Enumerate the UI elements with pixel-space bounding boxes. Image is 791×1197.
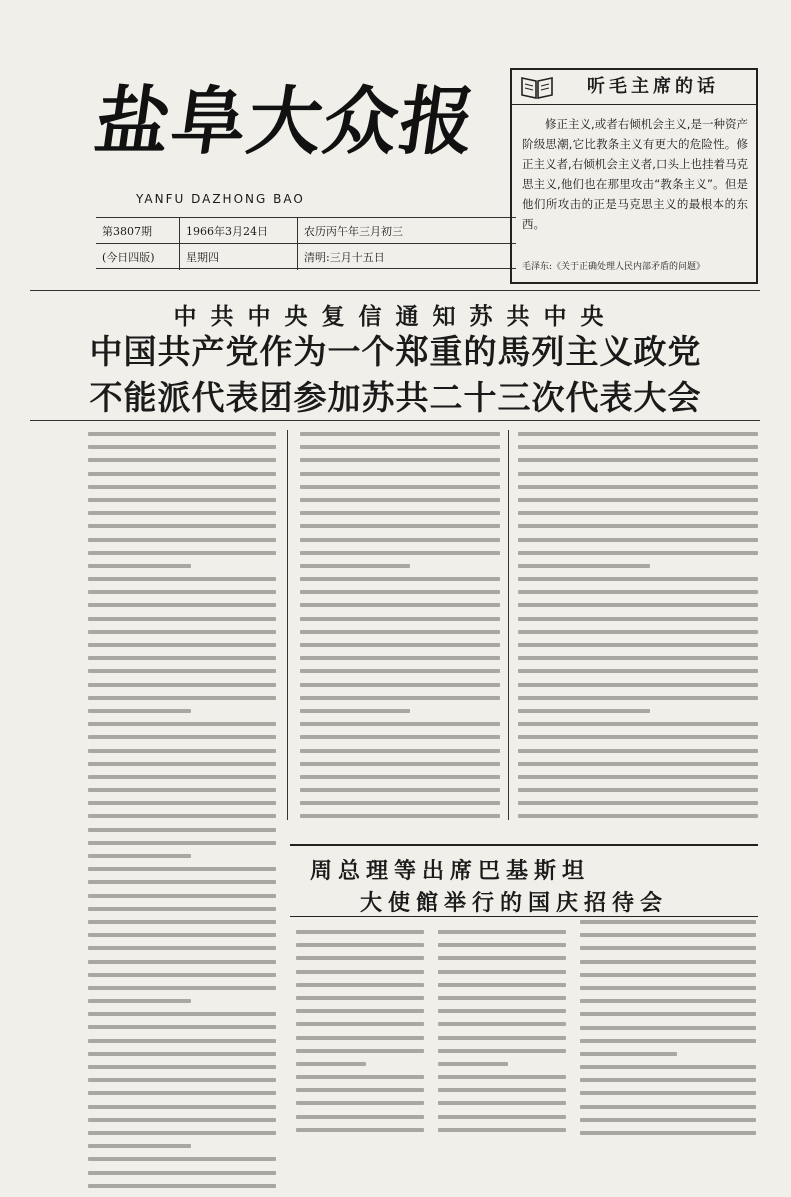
placeholder-text-line [580, 1131, 756, 1135]
newspaper-logo: 盐阜大众报 [89, 79, 483, 165]
placeholder-text-line [88, 1052, 276, 1056]
placeholder-text-line [296, 956, 424, 960]
placeholder-text-line [300, 775, 500, 779]
placeholder-text-line [300, 564, 410, 568]
placeholder-text-line [300, 590, 500, 594]
placeholder-text-line [300, 656, 500, 660]
placeholder-text-line [580, 973, 756, 977]
placeholder-text-line [88, 801, 276, 805]
placeholder-text-line [296, 1049, 424, 1053]
placeholder-text-line [518, 472, 758, 476]
quote-title: 听毛主席的话 [587, 76, 719, 97]
placeholder-text-line [518, 762, 758, 766]
placeholder-text-line [580, 1012, 756, 1016]
placeholder-text-line [296, 1009, 424, 1013]
placeholder-text-line [518, 669, 758, 673]
placeholder-text-line [438, 1075, 566, 1079]
placeholder-text-line [518, 590, 758, 594]
placeholder-text-line [88, 617, 276, 621]
placeholder-text-line [438, 930, 566, 934]
placeholder-text-line [88, 999, 191, 1003]
placeholder-text-line [518, 801, 758, 805]
placeholder-text-line [438, 1009, 566, 1013]
placeholder-text-line [88, 485, 276, 489]
placeholder-text-line [88, 854, 191, 858]
placeholder-text-line [88, 1184, 276, 1188]
placeholder-text-line [300, 485, 500, 489]
placeholder-text-line [518, 735, 758, 739]
placeholder-text-line [88, 538, 276, 542]
placeholder-text-line [88, 722, 276, 726]
divider [30, 290, 760, 291]
placeholder-text-line [88, 1105, 276, 1109]
placeholder-text-line [88, 933, 276, 937]
placeholder-text-line [518, 722, 758, 726]
quote-header [512, 70, 756, 105]
placeholder-text-line [438, 983, 566, 987]
placeholder-text-line [300, 472, 500, 476]
placeholder-text-line [518, 630, 758, 634]
placeholder-text-line [438, 1022, 566, 1026]
placeholder-text-line [438, 1049, 566, 1053]
placeholder-text-line [88, 511, 276, 515]
placeholder-text-line [88, 1078, 276, 1082]
placeholder-text-line [580, 1052, 677, 1056]
placeholder-text-line [88, 630, 276, 634]
placeholder-text-line [88, 472, 276, 476]
placeholder-text-line [296, 996, 424, 1000]
placeholder-text-line [88, 841, 276, 845]
issue-number: 第3807期 [96, 218, 180, 244]
placeholder-text-line [88, 788, 276, 792]
placeholder-text-line [580, 1118, 756, 1122]
placeholder-text-line [580, 920, 756, 924]
placeholder-text-line [300, 801, 500, 805]
placeholder-text-line [88, 907, 276, 911]
placeholder-text-line [88, 683, 276, 687]
placeholder-text-line [88, 880, 276, 884]
placeholder-text-line [88, 920, 276, 924]
placeholder-text-line [296, 983, 424, 987]
column-divider [287, 430, 288, 820]
placeholder-text-line [296, 1062, 366, 1066]
placeholder-text-line [438, 1128, 566, 1132]
placeholder-text-line [580, 933, 756, 937]
placeholder-text-line [518, 511, 758, 515]
quote-source: 毛泽东:《关于正确处理人民内部矛盾的问题》 [522, 262, 706, 272]
placeholder-text-line [300, 603, 500, 607]
placeholder-text-line [300, 617, 500, 621]
placeholder-text-line [300, 735, 500, 739]
placeholder-text-line [580, 986, 756, 990]
placeholder-text-line [518, 564, 650, 568]
placeholder-text-line [88, 524, 276, 528]
second-article-column-1 [296, 930, 424, 1141]
placeholder-text-line [300, 749, 500, 753]
placeholder-text-line [296, 1115, 424, 1119]
second-article-column-2 [438, 930, 566, 1141]
placeholder-text-line [518, 656, 758, 660]
placeholder-text-line [300, 643, 500, 647]
placeholder-text-line [296, 1088, 424, 1092]
placeholder-text-line [580, 1065, 756, 1069]
placeholder-text-line [300, 762, 500, 766]
issue-info [96, 217, 516, 269]
placeholder-text-line [580, 960, 756, 964]
placeholder-text-line [88, 669, 276, 673]
placeholder-text-line [88, 709, 191, 713]
headline-kicker: 中共中央复信通知苏共中央 [173, 303, 618, 330]
placeholder-text-line [88, 1144, 191, 1148]
placeholder-text-line [300, 538, 500, 542]
placeholder-text-line [300, 458, 500, 462]
divider [30, 420, 760, 421]
second-article-column-3 [580, 920, 756, 1144]
placeholder-text-line [88, 960, 276, 964]
placeholder-text-line [300, 709, 410, 713]
placeholder-text-line [88, 1131, 276, 1135]
placeholder-text-line [300, 722, 500, 726]
headline-main-1: 中国共产党作为一个郑重的馬列主义政党 [89, 332, 702, 371]
placeholder-text-line [88, 432, 276, 436]
placeholder-text-line [296, 1128, 424, 1132]
page-count: (今日四版) [96, 244, 180, 270]
placeholder-text-line [518, 498, 758, 502]
placeholder-text-line [518, 524, 758, 528]
issue-date: 1966年3月24日 [180, 218, 298, 244]
second-headline-2: 大使館举行的国庆招待会 [360, 890, 669, 916]
placeholder-text-line [580, 1026, 756, 1030]
placeholder-text-line [88, 894, 276, 898]
placeholder-text-line [300, 524, 500, 528]
placeholder-text-line [518, 551, 758, 555]
quote-text: 修正主义,或者右倾机会主义,是一种资产阶级思潮,它比教条主义有更大的危险性。修正主义者,右倾机会主义者,口头上也挂着马克思主义,他们也在那里攻击“教条主义”。但是他们所攻击的正是马克思主义的最根本的东西。 [522, 117, 748, 231]
placeholder-text-line [438, 1036, 566, 1040]
placeholder-text-line [518, 445, 758, 449]
article-column-2 [300, 432, 500, 828]
placeholder-text-line [88, 775, 276, 779]
placeholder-text-line [438, 1115, 566, 1119]
placeholder-text-line [296, 1075, 424, 1079]
placeholder-text-line [438, 1101, 566, 1105]
placeholder-text-line [88, 643, 276, 647]
placeholder-text-line [88, 986, 276, 990]
placeholder-text-line [438, 996, 566, 1000]
placeholder-text-line [296, 970, 424, 974]
placeholder-text-line [88, 1039, 276, 1043]
placeholder-text-line [300, 577, 500, 581]
placeholder-text-line [300, 788, 500, 792]
placeholder-text-line [88, 814, 276, 818]
placeholder-text-line [88, 458, 276, 462]
placeholder-text-line [88, 603, 276, 607]
placeholder-text-line [518, 603, 758, 607]
lunar-date: 农历丙午年三月初三 [298, 218, 516, 244]
placeholder-text-line [518, 709, 650, 713]
logo-pinyin: YANFU DAZHONG BAO [136, 192, 305, 206]
placeholder-text-line [88, 735, 276, 739]
placeholder-text-line [438, 956, 566, 960]
placeholder-text-line [300, 445, 500, 449]
second-headline-1: 周总理等出席巴基斯坦 [310, 858, 591, 884]
placeholder-text-line [88, 828, 276, 832]
placeholder-text-line [296, 930, 424, 934]
placeholder-text-line [518, 814, 758, 818]
placeholder-text-line [88, 656, 276, 660]
masthead [89, 52, 483, 277]
placeholder-text-line [300, 511, 500, 515]
placeholder-text-line [300, 696, 500, 700]
headline-main-2: 不能派代表团参加苏共二十三次代表大会 [89, 378, 702, 417]
placeholder-text-line [88, 946, 276, 950]
placeholder-text-line [88, 1157, 276, 1161]
placeholder-text-line [88, 1091, 276, 1095]
placeholder-text-line [580, 946, 756, 950]
column-divider [508, 430, 509, 820]
solar-term: 清明:三月十五日 [304, 251, 385, 264]
placeholder-text-line [88, 867, 276, 871]
placeholder-text-line [88, 973, 276, 977]
placeholder-text-line [88, 696, 276, 700]
placeholder-text-line [300, 683, 500, 687]
second-story-headline-box [290, 844, 758, 917]
placeholder-text-line [300, 432, 500, 436]
placeholder-text-line [300, 669, 500, 673]
weekday: 星期四 [180, 244, 298, 270]
placeholder-text-line [300, 630, 500, 634]
mao-quote-box [510, 68, 758, 284]
placeholder-text-line [518, 775, 758, 779]
placeholder-text-line [88, 1025, 276, 1029]
placeholder-text-line [88, 564, 191, 568]
placeholder-text-line [88, 445, 276, 449]
placeholder-text-line [580, 1078, 756, 1082]
placeholder-text-line [88, 749, 276, 753]
placeholder-text-line [296, 943, 424, 947]
placeholder-text-line [296, 1022, 424, 1026]
article-column-1 [88, 432, 276, 1197]
placeholder-text-line [580, 1039, 756, 1043]
placeholder-text-line [518, 458, 758, 462]
placeholder-text-line [438, 970, 566, 974]
placeholder-text-line [518, 749, 758, 753]
placeholder-text-line [88, 1118, 276, 1122]
placeholder-text-line [296, 1101, 424, 1105]
article-column-3 [518, 432, 758, 828]
placeholder-text-line [88, 577, 276, 581]
placeholder-text-line [88, 551, 276, 555]
placeholder-text-line [580, 1091, 756, 1095]
placeholder-text-line [518, 643, 758, 647]
placeholder-text-line [88, 590, 276, 594]
placeholder-text-line [438, 943, 566, 947]
placeholder-text-line [580, 1105, 756, 1109]
placeholder-text-line [296, 1036, 424, 1040]
placeholder-text-line [518, 617, 758, 621]
placeholder-text-line [88, 498, 276, 502]
placeholder-text-line [580, 999, 756, 1003]
placeholder-text-line [518, 577, 758, 581]
placeholder-text-line [518, 788, 758, 792]
placeholder-text-line [518, 432, 758, 436]
placeholder-text-line [300, 551, 500, 555]
placeholder-text-line [300, 498, 500, 502]
placeholder-text-line [518, 696, 758, 700]
placeholder-text-line [518, 485, 758, 489]
placeholder-text-line [88, 762, 276, 766]
placeholder-text-line [438, 1088, 566, 1092]
book-icon [520, 74, 554, 100]
placeholder-text-line [88, 1065, 276, 1069]
placeholder-text-line [300, 814, 500, 818]
placeholder-text-line [88, 1171, 276, 1175]
placeholder-text-line [518, 538, 758, 542]
placeholder-text-line [88, 1012, 276, 1016]
placeholder-text-line [438, 1062, 508, 1066]
placeholder-text-line [518, 683, 758, 687]
